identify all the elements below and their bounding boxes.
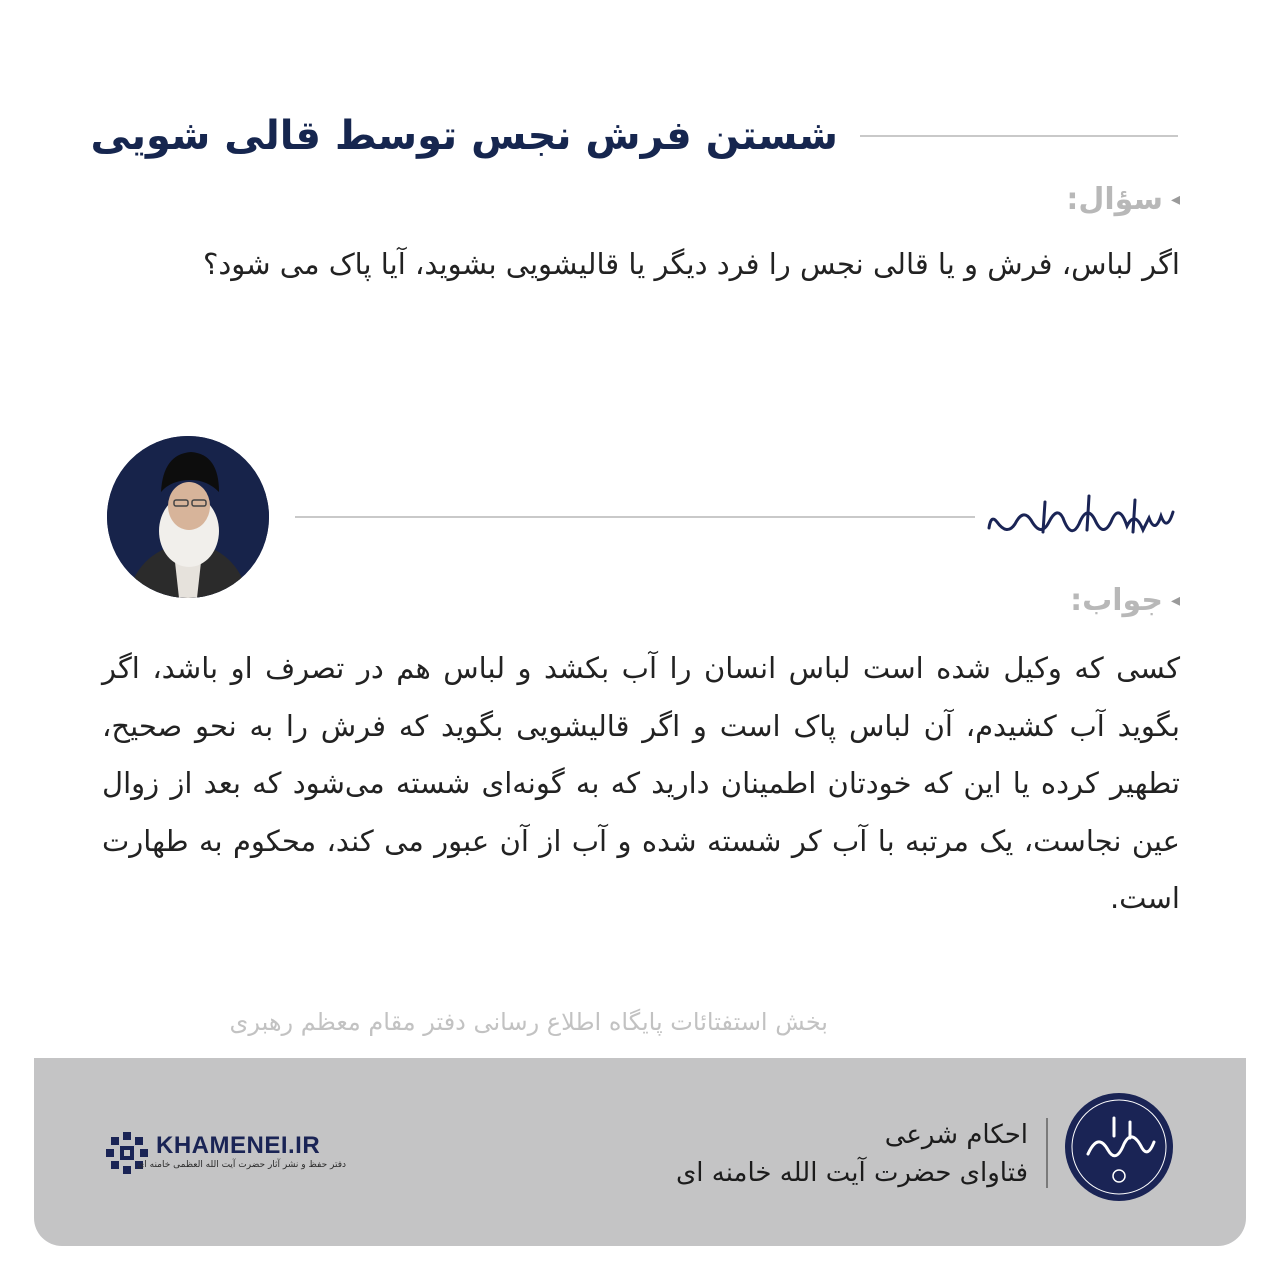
answer-text: کسی که وکیل شده است لباس انسان را آب بکشد و لباس هم در تصرف او باشد، اگر بگوید آب کشیدم، آن لباس پاک است و اگر قالیشویی بگوید که فرش را به نحو صحیح، تطهیر کرده یا این که خودتان اطمینان دارید که به گونه‌ای شسته می‌شود که بعد از زوال عین نجاست، یک مرتبه با آب کر شسته شده و آب از آن عبور می کند، محکوم به طهارت است. (102, 651, 1180, 915)
logo-subtext: دفتر حفظ و نشر آثار حضرت آیت الله العظمی خامنه ای (137, 1160, 346, 1170)
question-label (1066, 182, 1180, 217)
page-title: شستن فرش نجس توسط قالی شویی (90, 113, 838, 159)
source-credit: بخش استفتائات پایگاه اطلاع رسانی دفتر مقام معظم رهبری (229, 1008, 828, 1036)
answer-label-text: جواب: (1070, 583, 1163, 618)
basmala-calligraphy (985, 482, 1180, 552)
khamenei-logo (106, 1130, 346, 1176)
section-divider (295, 516, 975, 518)
footer-title: احکام شرعی (884, 1120, 1028, 1150)
question-text: اگر لباس، فرش و یا قالی نجس را فرد دیگر یا قالیشویی بشوید، آیا پاک می شود؟ (202, 247, 1180, 281)
arrow-left-icon: ◂ (1170, 590, 1180, 611)
logo-text: KHAMENEI.IR (156, 1132, 321, 1159)
title-row (90, 105, 1178, 175)
arrow-left-icon: ◂ (1170, 189, 1180, 210)
question-label-text: سؤال: (1066, 182, 1163, 217)
title-divider (860, 135, 1178, 137)
footer-separator (1046, 1118, 1048, 1188)
footer-subtitle: فتاوای حضرت آیت الله خامنه ای (675, 1158, 1028, 1188)
fiqh-emblem-icon (1064, 1092, 1174, 1202)
answer-label (1070, 583, 1180, 618)
footer-bar (34, 1058, 1246, 1246)
portrait-image (107, 436, 269, 598)
